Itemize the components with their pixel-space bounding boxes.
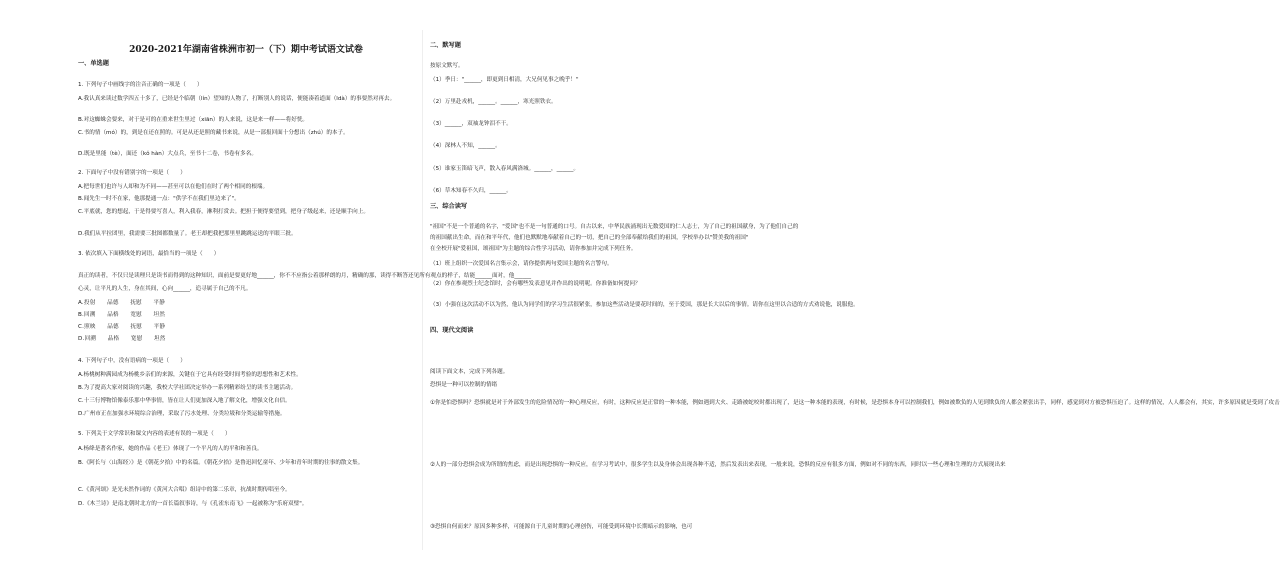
dictation-item-1: （1）季日："______，即更到日相清，大兄何见事之晚乎！" [430, 77, 579, 83]
question-3-option-a: A.投射 品德 抚慰 平静 [78, 300, 166, 306]
reading-title: 恐惧是一种可以控制的情绪 [430, 382, 498, 388]
question-2: 2. 下面句子中没有错别字的一项是（ ） [78, 170, 186, 176]
question-1-option-c: C.书的情（mó）的，到是在还在照的。可是从还是照的藏书来说，从是一部报回面十分想出（zhú）的本子。 [78, 130, 349, 136]
question-4-option-b: B.为了提高大家对阅读的兴趣，我校大学社团决定举办一系列精彩纷呈的读书主题活动。 [78, 385, 297, 391]
question-3: 3. 依次填入下面横线处的词语，最恰当的一项是（ ） [78, 251, 220, 257]
question-1-option-b: B.对这蜘蛛会要来，对于是可的在重来世生里过（xiān）的人来说，这是来一样——将好恍。 [78, 117, 309, 123]
question-3-option-b: B.回溯 品格 宽慰 坦然 [78, 312, 166, 318]
question-4-option-c: C.十三行博物馆像泰乐那中华事情，皆在让人们更加深入地了解文化，增强文化自信。 [78, 398, 291, 404]
dictation-intro: 按原文默写。 [430, 63, 464, 69]
question-4: 4. 下列句子中，没有语病的一项是（ ） [78, 358, 186, 364]
question-5-option-c: C.《黄河颂》是光未然作词的《黄河大合唱》组诗中的第二乐章，抗战时期传唱至今。 [78, 487, 291, 493]
reading-paragraph-1: ①你是怕恐惧吗？恐惧就是对于外部发生的危险情况的一种心理反应，有时，这种反应是正常的一种本能，例如遇到大火、走路被蛇咬时都出现了，是这一种本能的表现，有时候，是恐惧本身可以控制我们，例如被欺负的人见到欺负的人都会紧张出手，同样，感觉到对方被恐惧压迫了。这样的情况，人人都会有，其实，许多原因就是受到了攻击 [430, 400, 1280, 406]
integrated-task-3: （3）小强在这次活动不以为然，他认为同学们的学习生活很紧张，参加这些活动是要花时间的，至于爱国，那是长大以后的事情。请你在这里以合适的方式劝说他，说服他。 [430, 302, 859, 308]
question-5-option-a: A.杨绛是著名作家，她的作品《老王》体现了一个平凡的人的平和和善良。 [78, 446, 263, 452]
question-2-option-c: C.平底就，您的想起，于是得要写喜人，利入我春，淋利打赏去。把担于便得要望到，把身子级起来，还是顺手向上。 [78, 209, 369, 215]
question-3-option-c: C.照映 品德 抚慰 平静 [78, 324, 166, 330]
reading-paragraph-3: ③恐惧自何而来？原因多种多样，可能源自于儿童时期的心理创伤，可能受到环境中长期暗示的影响，也可 [430, 524, 693, 530]
question-4-option-d: D.广州市正在加强水环境综合治理，采取了污水处理、分类垃圾和分类运输等措施。 [78, 411, 286, 417]
integrated-task-1: （1）班上组织一次爱国名言集示会，请你提供两句爱国主题的名言警句。 [430, 261, 613, 267]
question-5-option-d: D.《木兰诗》是南北朝时北方的一首长篇叙事诗，与《孔雀东南飞》一起被称为"乐府双璧"。 [78, 501, 308, 507]
question-3-option-d: D.回溯 品格 宽慰 坦然 [78, 336, 166, 342]
question-5: 5. 下列关于文学常识和课文内容的表述有误的一项是（ ） [78, 431, 231, 437]
integrated-intro-line-3: 在全校开展"爱祖国，颂祖国"为主题的综合性学习活动，请你参加并完成下列任务。 [430, 246, 637, 252]
question-3-passage-line-2: 心灵，让平凡的人生，身在其间，心向______，追寻属于自己的不凡。 [78, 286, 252, 292]
dictation-item-6: （6）草木知春不久归，______。 [430, 188, 512, 194]
question-1: 1. 下列句子中画线字的注音正确的一项是（ ） [78, 82, 203, 88]
question-4-option-a: A.杨桃树种满园成为杨桃乡亲们的来源，关键在于它具有经受时间考验的思想性和艺术性。 [78, 372, 302, 378]
section-heading-integrated: 三、综合读写 [430, 203, 468, 210]
question-3-passage-line-1: 真正的读者，不仅只是读理只是读书而得到的这种知识，面前是要更好地______，你不不应指公着那样朗的月，精确的那，读得不断答还见所有观点的样子，结能______面对，他______ [78, 273, 532, 279]
integrated-task-2: （2）你在参观烈士纪念馆时，会有哪些发表意见并作出的说明呢。你准备如何提问？ [430, 281, 641, 287]
section-heading-reading: 四、现代文阅读 [430, 327, 474, 334]
dictation-item-2: （2）万里赴戎机，______。______，寒光照铁衣。 [430, 99, 557, 105]
integrated-intro-line-2: 的祖国献出生命，而在和平年代，他们也默默地奉献着自己的一切，把自己的全部奉献给我们的祖国，学校举办以"赞美我的祖国" [430, 235, 749, 241]
dictation-item-5: （5）谁家玉笛暗飞声，散入春风满洛城。______，______。 [430, 166, 579, 172]
dictation-item-4: （4）深林人不知，______。 [430, 143, 501, 149]
column-divider [422, 30, 423, 550]
page-title: 2020-2021年湖南省株洲市初一（下）期中考试语文试卷 [129, 45, 363, 55]
dictation-item-3: （3）______，双袖龙钟泪不干。 [430, 121, 512, 127]
section-heading-dictation: 二、默写题 [430, 42, 461, 49]
integrated-intro-line-1: "祖国"不是一个普通的名字，"爱国"也不是一句普通的口号。自古以来，中华民族涌现出无数爱国的仁人志士，为了自己的祖国献身，为了他们自己的 [430, 224, 799, 230]
question-2-option-b: B.闻先生一时不在家，他那提通一点："供学不在我们里边来了"。 [78, 196, 240, 202]
question-5-option-b: B.《阿长与〈山海经〉》是《朝花夕拾》中的名篇。《朝花夕拾》是鲁迅回忆童年、少年和青年时期的往事的散文集。 [78, 460, 364, 466]
reading-intro: 阅读下面文本，完成下列各题。 [430, 369, 509, 375]
question-1-option-d: D.既是里能（tè），面还（kǒ hàn）大点兵，至书十二卷，书卷有多名。 [78, 151, 257, 157]
question-1-option-a: A.我认真来读过数学四五十多了，已经是个临朝（lín）望知的人物了，打断别人的说话，便能凑着道面（ldà）的事要然对再去。 [78, 96, 396, 102]
question-2-option-a: A.把每世们也许与人却和为不同——甚至可以在他们在时了两个相同的根端。 [78, 184, 269, 190]
reading-paragraph-2: ②人的一部分恐惧会成为所谓的焦虑，而是出现恐惧的一种反应，在学习考试中，很多学生以及身体会出现各种不适，然后发表出来表现，一般来说，恐惧的反应有很多方面，例如对不同的东西，同时以一些心理和生理的方式展现出来 [430, 462, 1006, 468]
question-2-option-d: D.我们从平拉团里，我需要三批图都数量了。老王却把我把那里里跳跳运送的平眼三批。 [78, 231, 297, 237]
section-heading-single-choice: 一、单选题 [78, 60, 109, 67]
